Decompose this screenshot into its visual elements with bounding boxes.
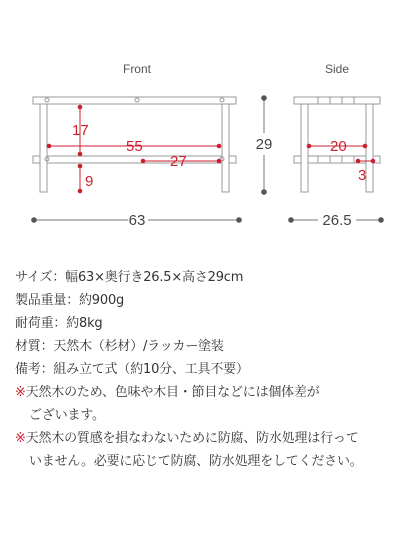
- spec-weight: 製品重量：約900g: [15, 293, 125, 308]
- spec-load-capacity: 耐荷重：約8kg: [15, 316, 103, 331]
- side-left-leg: [301, 104, 308, 192]
- side-leg-thickness-value: 3: [358, 167, 367, 184]
- front-lower-shelf: [33, 156, 236, 163]
- note-text: 天然木のため、色味や木目・節目などには個体差が: [25, 385, 320, 400]
- note-wood-variation-cont: ございます。: [29, 408, 105, 423]
- side-inner-depth-value: 20: [330, 138, 347, 155]
- dimension-diagram: [0, 0, 420, 250]
- note-mark: ※: [15, 431, 26, 446]
- note-wood-variation: [15, 381, 415, 404]
- front-inner-width-value: 55: [126, 138, 143, 155]
- note-no-treatment: [15, 427, 415, 450]
- front-half-width-value: 27: [170, 153, 187, 170]
- note-mark: ※: [15, 385, 26, 400]
- front-shelf-gap-value: 17: [72, 122, 89, 139]
- spec-remarks: 備考：組み立て式（約10分、工具不要）: [15, 362, 249, 377]
- front-leg-below-value: 9: [85, 173, 94, 190]
- side-view-label: Side: [324, 62, 350, 76]
- front-width-value: 63: [128, 212, 146, 229]
- front-view-label: Front: [122, 62, 152, 76]
- height-value: 29: [255, 136, 273, 153]
- note-text: 天然木の質感を損なわないために防腐、防水処理は行って: [25, 431, 359, 446]
- spec-material: 材質：天然木（杉材）/ラッカー塗装: [15, 339, 224, 354]
- side-top-shelf: [294, 97, 380, 104]
- spec-list: [15, 266, 415, 473]
- note-no-treatment-cont: いません。必要に応じて防腐、防水処理をしてください。: [29, 454, 363, 469]
- front-top-shelf: [33, 97, 236, 104]
- spec-size: サイズ：幅63×奥行き26.5×高さ29cm: [15, 270, 244, 285]
- side-depth-value: 26.5: [322, 212, 352, 229]
- front-left-leg: [40, 104, 47, 192]
- front-right-leg: [222, 104, 229, 192]
- side-right-leg: [366, 104, 373, 192]
